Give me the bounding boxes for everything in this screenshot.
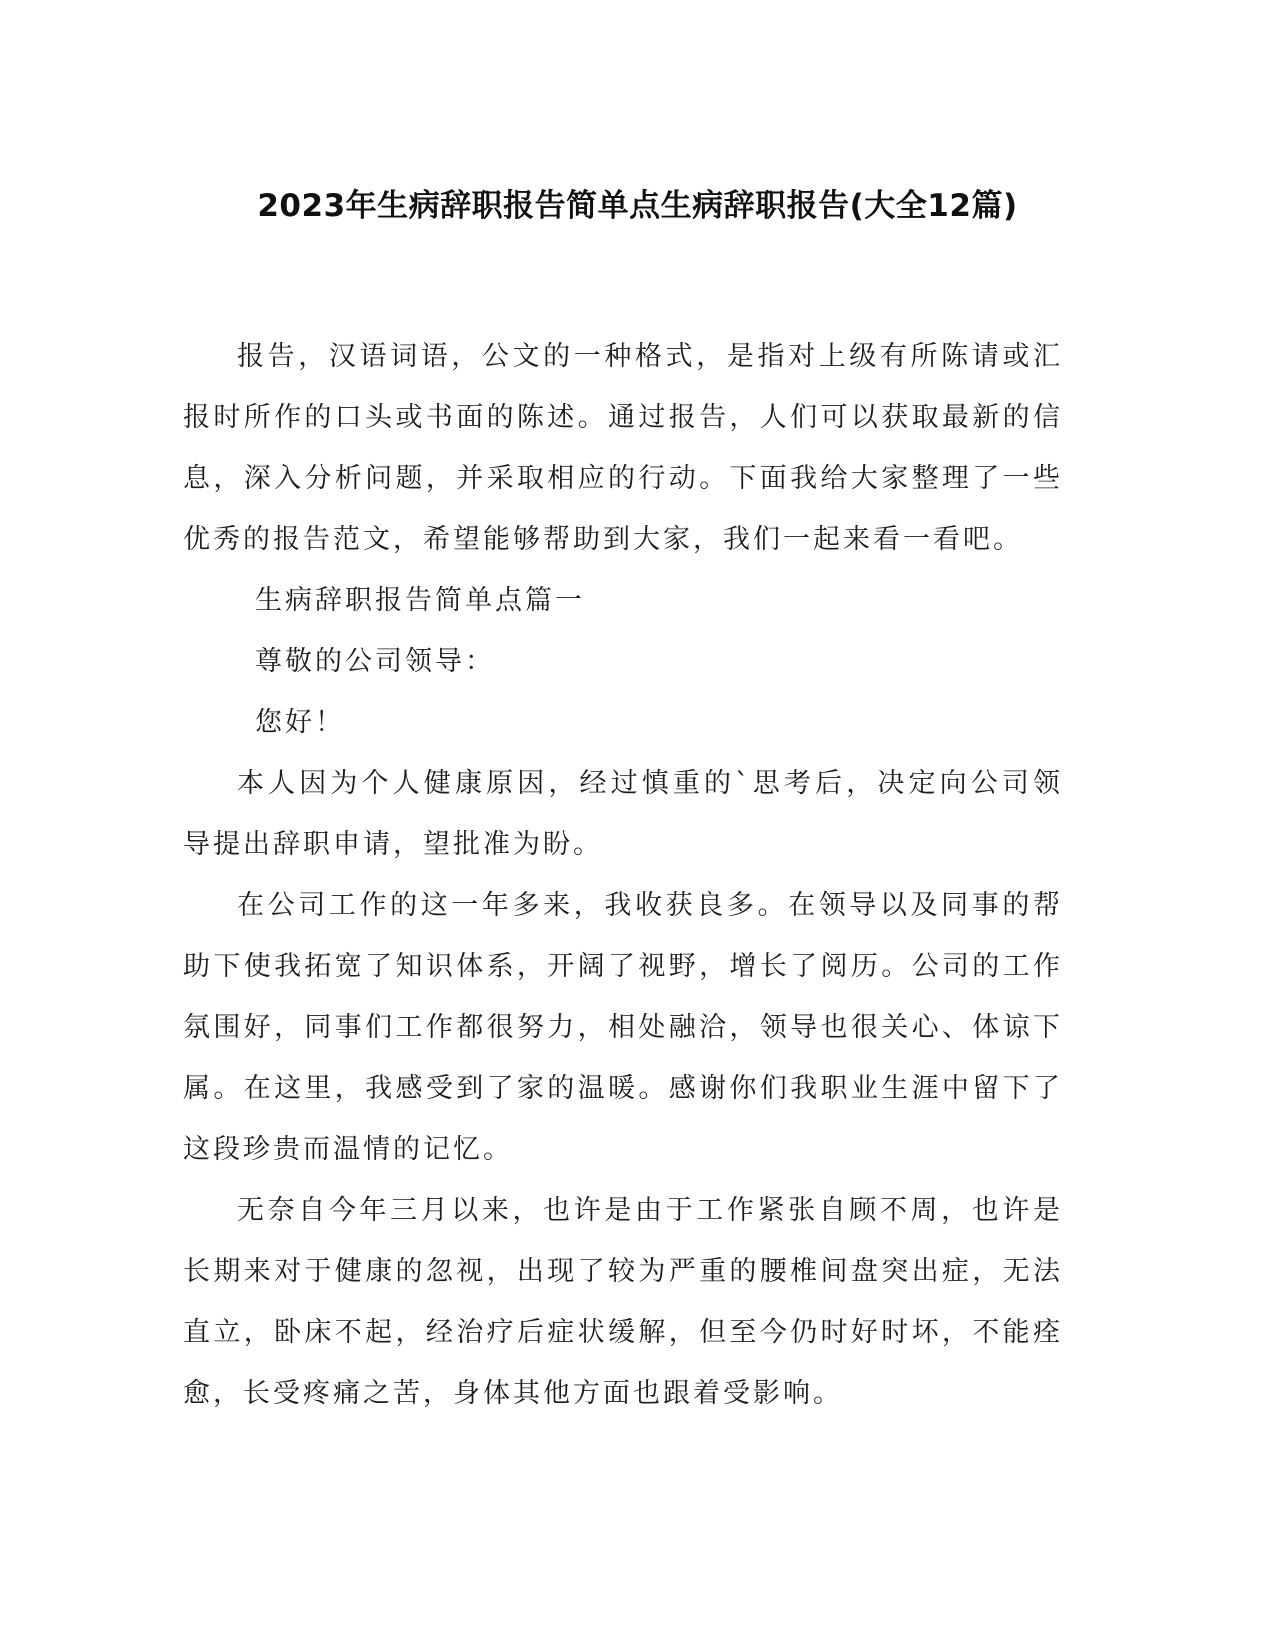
body-paragraph-1: 本人因为个人健康原因，经过慎重的`思考后，决定向公司领导提出辞职申请，望批准为盼。 — [183, 768, 1063, 860]
document-body — [183, 326, 1063, 1424]
intro-paragraph: 报告，汉语词语，公文的一种格式，是指对上级有所陈请或汇报时所作的口头或书面的陈述。通过报告，人们可以获取最新的信息，深入分析问题，并采取相应的行动。下面我给大家整理了一些优秀的报告范文，希望能够帮助到大家，我们一起来看一看吧。 — [183, 341, 1063, 555]
salutation: 尊敬的公司领导： — [255, 646, 495, 677]
body-paragraph-2: 在公司工作的这一年多来，我收获良多。在领导以及同事的帮助下使我拓宽了知识体系，开阔了视野，增长了阅历。公司的工作氛围好，同事们工作都很努力，相处融洽，领导也很关心、体谅下属。在这里，我感受到了家的温暖。感谢你们我职业生涯中留下了这段珍贵而温情的记忆。 — [183, 890, 1063, 1165]
greeting: 您好！ — [255, 707, 345, 738]
document-title: 2023年生病辞职报告简单点生病辞职报告(大全12篇) — [257, 188, 1018, 224]
section-heading: 生病辞职报告简单点篇一 — [255, 585, 585, 616]
body-paragraph-3: 无奈自今年三月以来，也许是由于工作紧张自顾不周，也许是长期来对于健康的忽视，出现了较为严重的腰椎间盘突出症，无法直立，卧床不起，经治疗后症状缓解，但至今仍时好时坏，不能痊愈，长受疼痛之苦，身体其他方面也跟着受影响。 — [183, 1195, 1063, 1409]
